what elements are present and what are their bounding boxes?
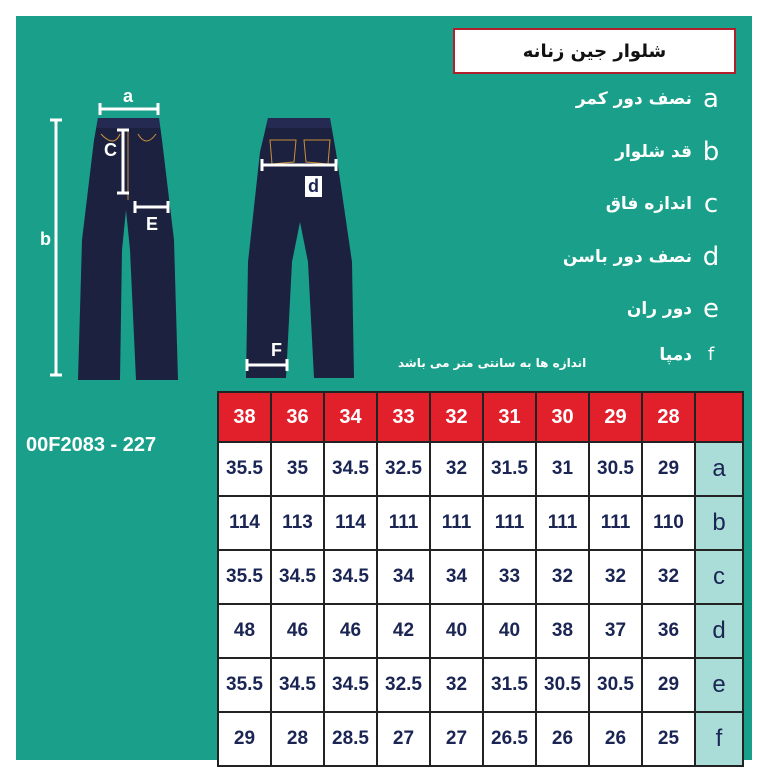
table-cell: 34 bbox=[377, 550, 430, 604]
table-row bbox=[218, 712, 743, 766]
corner-cell bbox=[695, 392, 743, 442]
table-cell: 110 bbox=[642, 496, 695, 550]
table-cell: 29 bbox=[218, 712, 271, 766]
table-cell: 36 bbox=[642, 604, 695, 658]
size-header: 30 bbox=[536, 392, 589, 442]
table-row bbox=[218, 550, 743, 604]
row-label: e bbox=[695, 658, 743, 712]
table-cell: 30.5 bbox=[589, 658, 642, 712]
diagram-label-d: d bbox=[305, 176, 322, 197]
table-cell: 26 bbox=[536, 712, 589, 766]
table-cell: 32 bbox=[430, 442, 483, 496]
legend-letter: f bbox=[707, 344, 715, 365]
table-cell: 34 bbox=[430, 550, 483, 604]
size-header: 38 bbox=[218, 392, 271, 442]
size-header: 28 bbox=[642, 392, 695, 442]
table-cell: 32.5 bbox=[377, 442, 430, 496]
table-cell: 34.5 bbox=[324, 442, 377, 496]
row-label: c bbox=[695, 550, 743, 604]
table-cell: 35 bbox=[271, 442, 324, 496]
size-header: 33 bbox=[377, 392, 430, 442]
table-cell: 35.5 bbox=[218, 550, 271, 604]
legend-item-d bbox=[563, 242, 722, 272]
table-cell: 40 bbox=[483, 604, 536, 658]
table-row bbox=[218, 442, 743, 496]
row-label: f bbox=[695, 712, 743, 766]
legend-item-e bbox=[627, 294, 722, 324]
table-cell: 32.5 bbox=[377, 658, 430, 712]
legend-letter: b bbox=[702, 137, 720, 167]
table-cell: 113 bbox=[271, 496, 324, 550]
row-label: d bbox=[695, 604, 743, 658]
table-cell: 34.5 bbox=[324, 550, 377, 604]
size-header: 36 bbox=[271, 392, 324, 442]
table-cell: 26.5 bbox=[483, 712, 536, 766]
table-cell: 28 bbox=[271, 712, 324, 766]
table-cell: 40 bbox=[430, 604, 483, 658]
table-cell: 34.5 bbox=[324, 658, 377, 712]
table-cell: 111 bbox=[536, 496, 589, 550]
table-cell: 27 bbox=[377, 712, 430, 766]
table-cell: 32 bbox=[536, 550, 589, 604]
table-cell: 35.5 bbox=[218, 442, 271, 496]
legend-item-b bbox=[615, 137, 722, 167]
table-cell: 46 bbox=[271, 604, 324, 658]
table-cell: 37 bbox=[589, 604, 642, 658]
table-cell: 35.5 bbox=[218, 658, 271, 712]
size-header: 29 bbox=[589, 392, 642, 442]
diagram-label-e: E bbox=[146, 214, 159, 234]
diagram-label-f: F bbox=[271, 340, 282, 360]
table-cell: 114 bbox=[218, 496, 271, 550]
table-cell: 31.5 bbox=[483, 658, 536, 712]
table-cell: 34.5 bbox=[271, 658, 324, 712]
table-cell: 32 bbox=[589, 550, 642, 604]
product-code: 00F2083 - 227 bbox=[26, 434, 157, 456]
units-note: اندازه ها به سانتی متر می باشد bbox=[398, 356, 587, 370]
table-cell: 30.5 bbox=[589, 442, 642, 496]
legend-text: دمپا bbox=[659, 344, 692, 365]
table-cell: 111 bbox=[430, 496, 483, 550]
row-label: b bbox=[695, 496, 743, 550]
table-row bbox=[218, 658, 743, 712]
table-cell: 48 bbox=[218, 604, 271, 658]
row-label: a bbox=[695, 442, 743, 496]
table-cell: 30.5 bbox=[536, 658, 589, 712]
legend-text: قد شلوار bbox=[615, 142, 692, 162]
table-cell: 42 bbox=[377, 604, 430, 658]
size-header: 32 bbox=[430, 392, 483, 442]
table-cell: 34.5 bbox=[271, 550, 324, 604]
table-cell: 32 bbox=[430, 658, 483, 712]
table-cell: 46 bbox=[324, 604, 377, 658]
size-header: 31 bbox=[483, 392, 536, 442]
legend-letter: d bbox=[702, 242, 720, 272]
legend-letter: a bbox=[703, 84, 719, 114]
table-cell: 29 bbox=[642, 442, 695, 496]
diagram-label-b: b bbox=[40, 229, 51, 249]
table-row bbox=[218, 604, 743, 658]
diagram-label-c: C bbox=[104, 140, 117, 160]
page-title: شلوار جین زنانه bbox=[453, 28, 736, 74]
size-header: 34 bbox=[324, 392, 377, 442]
size-table bbox=[217, 391, 744, 767]
jeans-back-illustration bbox=[240, 112, 360, 384]
table-row bbox=[218, 496, 743, 550]
diagram-label-a: a bbox=[123, 86, 134, 106]
legend-text: نصف دور باسن bbox=[562, 247, 692, 267]
table-cell: 38 bbox=[536, 604, 589, 658]
legend-letter: c bbox=[703, 189, 719, 219]
legend-item-c bbox=[606, 189, 722, 219]
legend-text: اندازه فاق bbox=[605, 194, 692, 214]
table-cell: 33 bbox=[483, 550, 536, 604]
legend-text: نصف دور کمر bbox=[575, 89, 692, 109]
legend-letter: e bbox=[703, 294, 719, 324]
table-cell: 31.5 bbox=[483, 442, 536, 496]
table-cell: 25 bbox=[642, 712, 695, 766]
legend-item-f bbox=[659, 344, 722, 365]
legend-item-a bbox=[576, 84, 722, 114]
table-cell: 111 bbox=[377, 496, 430, 550]
table-header-row bbox=[218, 392, 743, 442]
table-cell: 26 bbox=[589, 712, 642, 766]
legend-text: دور ران bbox=[626, 299, 692, 319]
table-cell: 111 bbox=[483, 496, 536, 550]
table-cell: 28.5 bbox=[324, 712, 377, 766]
table-cell: 111 bbox=[589, 496, 642, 550]
table-cell: 29 bbox=[642, 658, 695, 712]
table-cell: 31 bbox=[536, 442, 589, 496]
table-cell: 32 bbox=[642, 550, 695, 604]
table-cell: 114 bbox=[324, 496, 377, 550]
table-cell: 27 bbox=[430, 712, 483, 766]
